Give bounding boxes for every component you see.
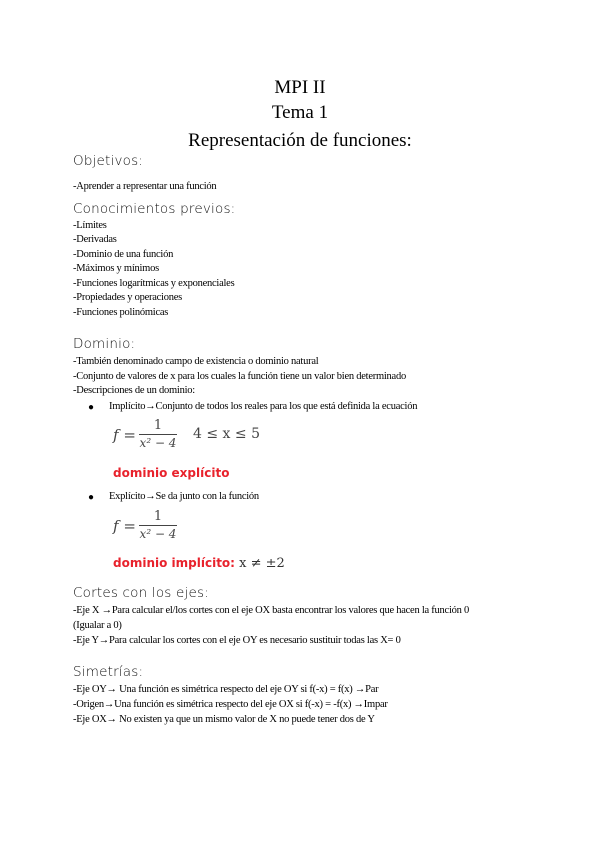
list-item: -Funciones logarítmicas y exponenciales <box>73 278 235 289</box>
formula-condition: 4 ≤ x ≤ 5 <box>193 426 260 442</box>
formula-numerator: 1 <box>153 509 163 524</box>
list-item: -Dominio de una función <box>73 249 174 260</box>
formula-fraction <box>139 509 177 542</box>
heading-simetrias: Simetrías: <box>73 664 144 680</box>
list-item: -Eje X →Para calcular el/los cortes con el eje OX basta encontrar los valores que hacen la función 0 <box>73 605 469 616</box>
label-text: dominio implícito: <box>113 556 235 570</box>
formula-2 <box>113 509 203 545</box>
list-item: -Límites <box>73 220 107 231</box>
bullet-icon: ● <box>88 492 95 503</box>
label-math: x ≠ ±2 <box>239 556 285 571</box>
formula-denominator: x² − 4 <box>139 527 177 541</box>
heading-dominio: Dominio: <box>73 336 136 352</box>
heading-conocimientos: Conocimientos previos: <box>73 201 236 217</box>
label-dominio-explicito: dominio explícito <box>113 466 230 480</box>
formula-fraction <box>139 418 177 451</box>
formula-lhs: f = <box>113 517 136 535</box>
list-item: (Igualar a 0) <box>73 620 122 631</box>
list-item: -Origen→Una función es simétrica respecto del eje OX si f(-x) = -f(x) →Impar <box>73 699 388 710</box>
formula-denominator: x² − 4 <box>139 436 177 450</box>
heading-objetivos: Objetivos: <box>73 153 144 169</box>
bullet-implicito: Implícito→Conjunto de todos los reales para los que está definida la ecuación <box>109 401 418 412</box>
list-item: -También denominado campo de existencia o dominio natural <box>73 356 319 367</box>
list-item: -Derivadas <box>73 234 117 245</box>
label-dominio-implicito <box>113 556 285 571</box>
list-item: -Eje Y→Para calcular los cortes con el eje OY es necesario sustituir todas las X= 0 <box>73 635 401 646</box>
formula-1 <box>113 418 283 454</box>
formula-lhs: f = <box>113 426 136 444</box>
list-item: -Máximos y mínimos <box>73 263 159 274</box>
title-subject: MPI II <box>274 77 326 98</box>
list-item: -Eje OX→ No existen ya que un mismo valor de X no puede tener dos de Y <box>73 714 375 725</box>
list-item: -Eje OY→ Una función es simétrica respecto del eje OY si f(-x) = f(x) →Par <box>73 684 379 695</box>
title-main: Representación de funciones: <box>188 130 412 151</box>
list-item: -Descripciones de un dominio: <box>73 385 195 396</box>
list-item: -Aprender a representar una función <box>73 181 217 192</box>
heading-cortes: Cortes con los ejes: <box>73 585 209 601</box>
title-topic: Tema 1 <box>271 102 329 123</box>
list-item: -Propiedades y operaciones <box>73 292 182 303</box>
bullet-icon: ● <box>88 402 95 413</box>
list-item: -Funciones polinómicas <box>73 307 169 318</box>
list-item: -Conjunto de valores de x para los cuales la función tiene un valor bien determinado <box>73 371 406 382</box>
formula-numerator: 1 <box>153 418 163 433</box>
bullet-explicito: Explícito→Se da junto con la función <box>109 491 259 502</box>
